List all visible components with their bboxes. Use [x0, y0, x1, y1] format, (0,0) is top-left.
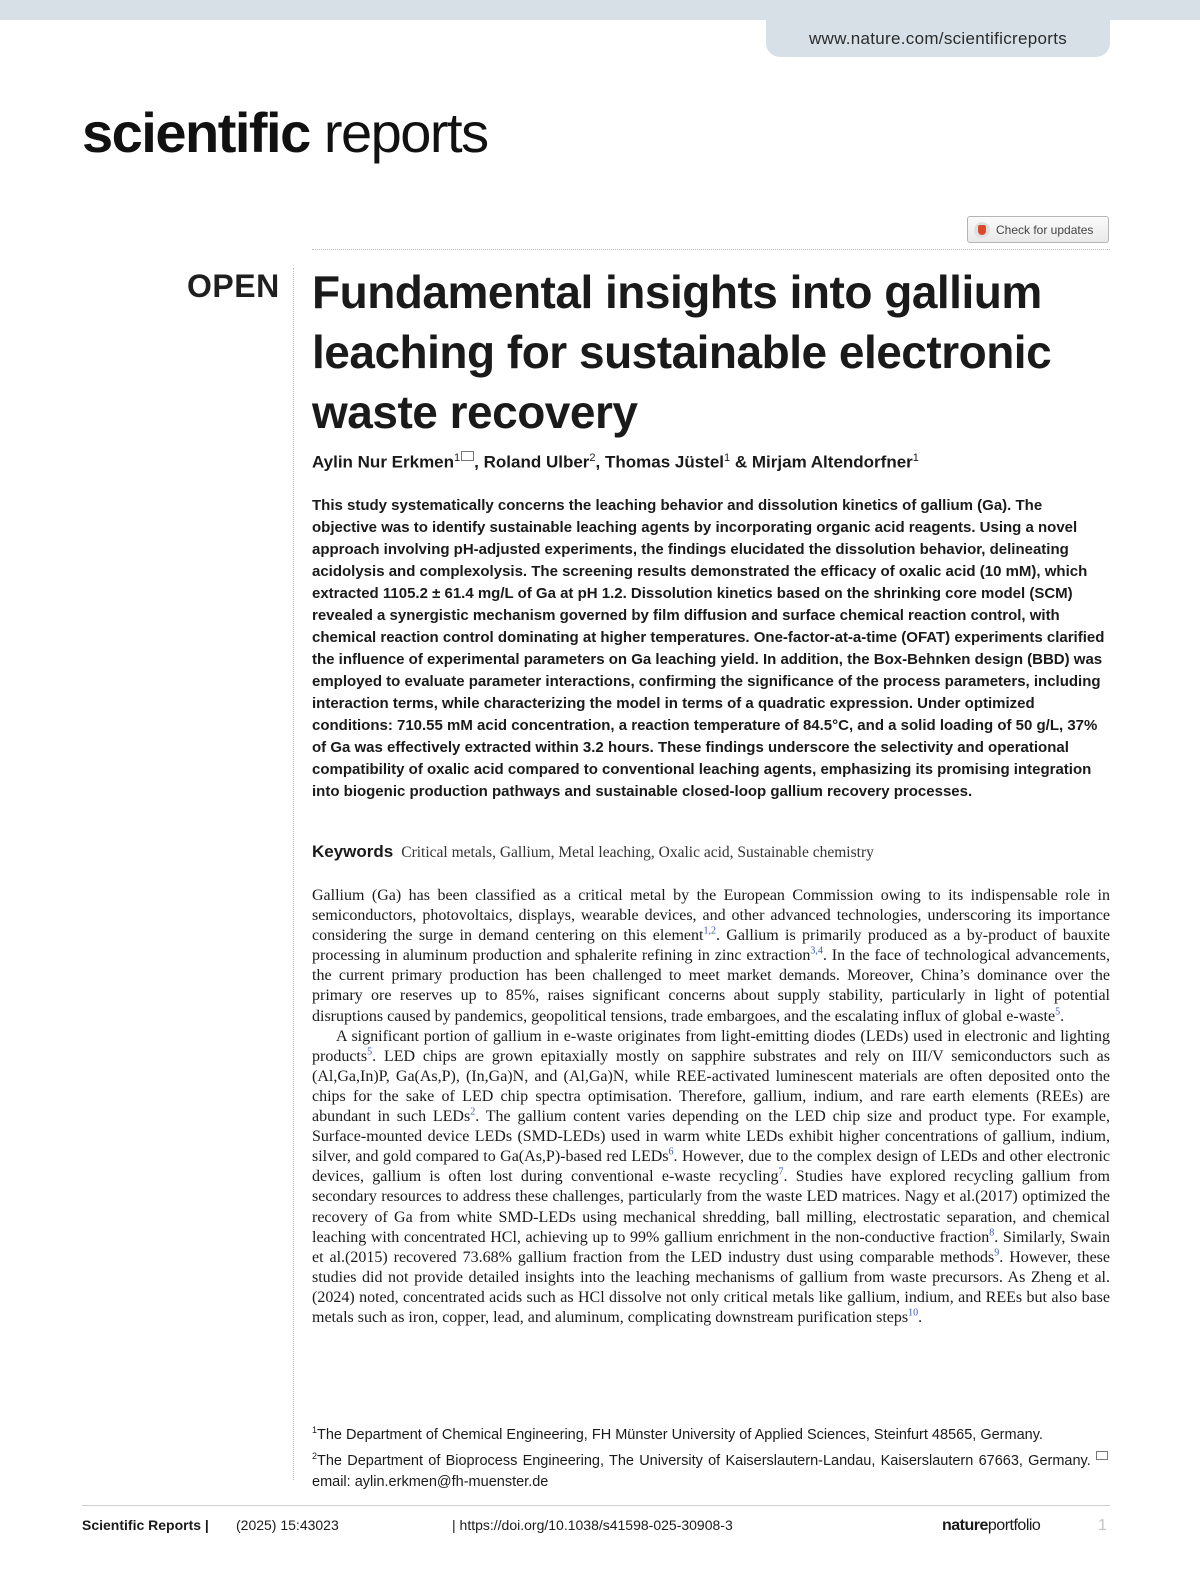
affiliation-mark: 1 [312, 1425, 318, 1435]
citation-link[interactable]: 2 [470, 1106, 476, 1118]
footer-journal: Scientific Reports | [82, 1517, 209, 1533]
citation-link[interactable]: 6 [668, 1146, 674, 1158]
keywords [312, 842, 1112, 862]
author-affiliation-mark: 1 [724, 452, 731, 464]
citation-link[interactable]: 7 [778, 1166, 784, 1178]
citation-link[interactable]: 5 [367, 1046, 373, 1058]
author-affiliation-mark: 2 [589, 452, 596, 464]
envelope-icon[interactable] [461, 451, 474, 461]
publisher-bold: nature [942, 1517, 988, 1534]
footer-divider [82, 1505, 1110, 1506]
footer-doi-link[interactable]: | https://doi.org/10.1038/s41598-025-30908-3 [452, 1517, 733, 1533]
author-separator: & [730, 452, 752, 472]
citation-link[interactable]: 1,2 [703, 925, 716, 937]
citation-link[interactable]: 10 [908, 1307, 919, 1319]
author-affiliation-mark: 1 [454, 452, 461, 464]
citation-link[interactable]: 9 [994, 1247, 1000, 1259]
page-number: 1 [1098, 1517, 1107, 1534]
affiliation-text: The Department of Bioprocess Engineering, The University of Kaiserslautern-Landau, Kaiserslautern 67663, Germany. [317, 1452, 1091, 1469]
journal-logo[interactable] [82, 100, 488, 165]
author-affiliation-mark: 1 [912, 452, 919, 464]
logo-light: reports [309, 101, 488, 164]
author-separator: , [595, 452, 605, 472]
author-name[interactable]: Mirjam Altendorfner [751, 452, 913, 472]
article-title: Fundamental insights into gallium leaching for sustainable electronic waste recovery [312, 266, 1052, 438]
author-separator: , [474, 452, 484, 472]
affiliations [312, 1420, 1110, 1493]
body-paragraph: Gallium (Ga) has been classified as a critical metal by the European Commission owing to its indispensable role in semiconductors, photovoltaics, displays, wearable devices, and other advanced technologies, underscoring its importance considering the surge in demand centering on this element$^{1,2}$. Gallium is primarily produced as a by-product of bauxite processing in aluminum production and sphalerite refining in zinc extraction$^{3,4}$. In the face of technological advancements, the current primary production has been challenged to meet market demands. Moreover, China’s dominance over the primary ore reserves up to 85%, raises significant concerns about supply stability, particularly in light of potential disruptions caused by pandemics, geopolitical tensions, trade embargoes, and the escalating influx of global e-waste$^5$. [312, 887, 1111, 1025]
margin-divider [293, 268, 294, 1480]
check-updates-label: Check for updates [996, 222, 1094, 237]
body-paragraph: A significant portion of gallium in e-waste originates from light-emitting diodes (LEDs) used in electronic and lighting products$^5$. LED chips are grown epitaxially mostly on sapphire substrates and rely on III/V semiconductors such as (Al,Ga,In)P, Ga(As,P), (In,Ga)N, and (Al,Ga)N, while REE-activated luminescent materials are often deposited onto the chips for the sake of LED chip spectra optimisation. Therefore, gallium, indium, and rare earth elements (REEs) are abundant in such LEDs$^2$. The gallium content varies depending on the LED chip size and product type. For example, Surface-mounted device LEDs (SMD-LEDs) used in warm white LEDs exhibit higher concentrations of gallium, indium, silver, and gold compared to Ga(As,P)-based red LEDs$^6$. However, due to the complex design of LEDs and other electronic devices, gallium is often lost during conventional e-waste recycling$^7$. Studies have explored recycling gallium from secondary resources to address these challenges, particularly from the waste LED matrices. Nagy et al.(2017) optimized the recovery of Ga from white SMD-LEDs using mechanical shredding, ball milling, electrostatic separation, and chemical leaching with concentrated HCl, achieving up to 99% gallium enrichment in the non-conductive fraction$^8$. Similarly, Swain et al.(2015) recovered 73.68% gallium fraction from the LED industry dust using comparable methods$^9$. However, these studies did not provide detailed insights into the leaching mechanisms of gallium from waste precursors. As Zheng et al.(2024) noted, concentrated acids such as HCl dissolve not only critical metals like gallium, indium, and REEs but also base metals such as iron, copper, lead, and aluminum, complicating downstream purification steps$^{10}$. [312, 1027, 1111, 1326]
article-body [312, 886, 1110, 1328]
abstract: This study systematically concerns the leaching behavior and dissolution kinetics of gallium (Ga). The objective was to identify sustainable leaching agents by incorporating organic acid reagents. Using a novel approach involving pH-adjusted experiments, the findings elucidated the dissolution behavior, delineating acidolysis and complexolysis. The screening results demonstrated the efficacy of oxalic acid (10 mM), which extracted 1105.2 ± 61.4 mg/L of Ga at pH 1.2. Dissolution kinetics based on the shrinking core model (SCM) revealed a synergistic mechanism governed by film diffusion and surface chemical reaction control, with chemical reaction control dominating at higher temperatures. One-factor-at-a-time (OFAT) experiments clarified the influence of experimental parameters on Ga leaching yield. In addition, the Box-Behnken design (BBD) was employed to evaluate parameter interactions, confirming the significance of the process parameters, including interaction terms, while characterizing the model in terms of a quadratic expression. Under optimized conditions: 710.55 mM acid concentration, a reaction temperature of 84.5°C, and a solid loading of 50 g/L, 37% of Ga was effectively extracted within 3.2 hours. These findings underscore the selectivity and operational compatibility of oxalic acid compared to conventional leaching agents, emphasizing its promising integration into biogenic production pathways and sustainable closed-loop gallium recovery processes. [312, 497, 1105, 800]
affiliation [312, 1446, 1110, 1493]
header-divider [312, 249, 1110, 250]
journal-url[interactable]: www.nature.com/scientificreports [766, 20, 1110, 57]
citation-link[interactable]: 3,4 [810, 945, 823, 957]
author-name[interactable]: Aylin Nur Erkmen [312, 452, 455, 472]
citation-link[interactable]: 5 [1055, 1006, 1061, 1018]
affiliation-mark: 2 [312, 1450, 318, 1461]
top-bar [0, 0, 1200, 20]
keywords-list: Critical metals, Gallium, Metal leaching, Oxalic acid, Sustainable chemistry [401, 844, 874, 861]
contact-email[interactable]: email: aylin.erkmen@fh-muenster.de [312, 1473, 549, 1490]
affiliation-text: The Department of Chemical Engineering, FH Münster University of Applied Sciences, Steinfurt 48565, Germany. [317, 1426, 1043, 1443]
author-list [312, 452, 1112, 473]
publisher-light: portfolio [987, 1517, 1041, 1534]
bookmark-icon [974, 222, 990, 238]
publisher-logo [942, 1517, 1040, 1535]
footer-citation: (2025) 15:43023 [236, 1517, 339, 1533]
envelope-icon [1096, 1451, 1108, 1460]
author-name[interactable]: Thomas Jüstel [604, 452, 725, 472]
keywords-label: Keywords [312, 842, 394, 861]
citation-link[interactable]: 8 [989, 1227, 995, 1239]
open-access-badge: OPEN [187, 268, 280, 304]
affiliation [312, 1420, 1110, 1446]
check-updates-button[interactable] [967, 216, 1109, 243]
logo-bold: scientific [82, 101, 310, 164]
author-name[interactable]: Roland Ulber [483, 452, 590, 472]
